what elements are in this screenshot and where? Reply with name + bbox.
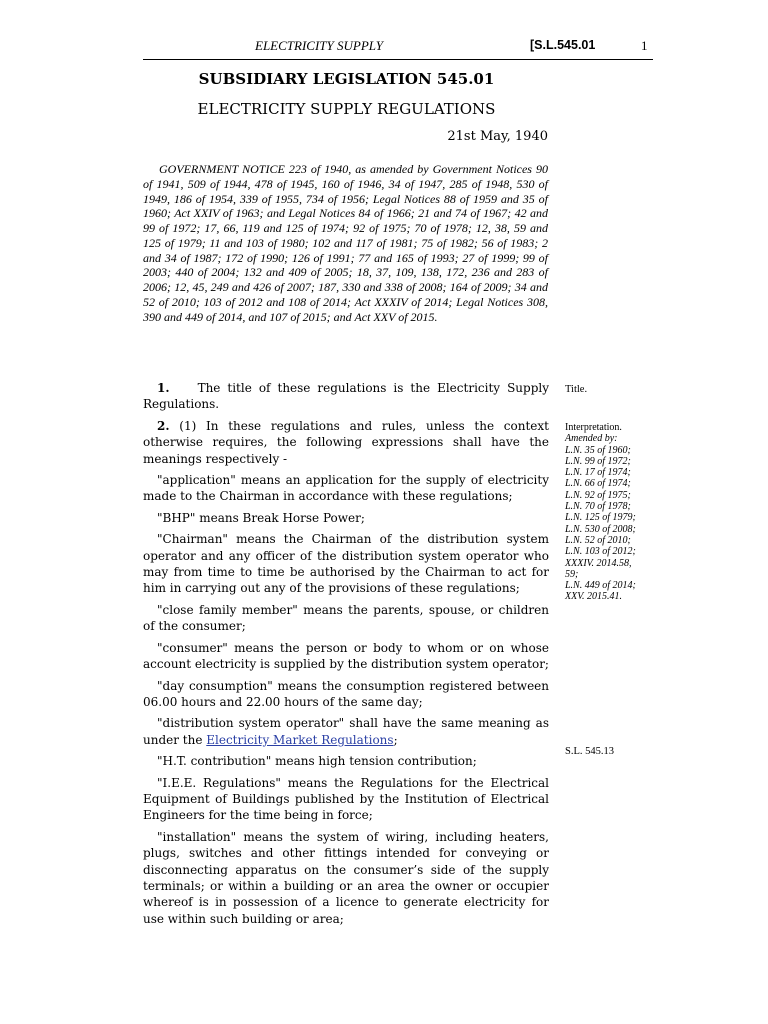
definition-iee-regulations: "I.E.E. Regulations" means the Regulations for the Electrical Equipment of Buildings published by the Institution of Electrical Engineers for the time being in force; [143, 775, 549, 823]
regulation-number: 2. [157, 418, 170, 433]
definition-chairman: "Chairman" means the Chairman of the distribution system operator and any officer of the distribution system operator who may from time to time be authorised by the Chairman to act for him in carrying out any of the provisions of these regulations; [143, 532, 549, 596]
amendment-citation: L.N. 52 of 2010; [565, 534, 631, 546]
page-subtitle: ELECTRICITY SUPPLY REGULATIONS [197, 100, 496, 118]
amendment-citation: L.N. 35 of 1960; [565, 444, 631, 456]
regulation-2 [143, 418, 549, 467]
page-title: SUBSIDIARY LEGISLATION 545.01 [198, 70, 495, 88]
definition-text: "distribution system operator" shall have the same meaning as under the [143, 716, 549, 747]
sl-reference [530, 38, 595, 52]
sl-number: S.L.545.01 [534, 38, 596, 52]
margin-note-sl-reference: S.L. 545.13 [565, 746, 615, 757]
regulation-1 [143, 380, 549, 413]
amended-by-label: Amended by: [565, 433, 618, 445]
government-notice: GOVERNMENT NOTICE 223 of 1940, as amended by Government Notices 90 of 1941, 509 of 1944, 478 of 1945, 160 of 1946, 34 of 1947, 285 of 1948, 530 of 1949, 186 of 1954, 339 of 1955, 734 of 1956; Legal Notices 88 of 1959 and 35 of 1960; Act XXIV of 1963; and Legal Notices 84 of 1966; 21 and 74 of 1967; 42 and 99 of 1972; 17, 66, 119 and 125 of 1974; 92 of 1975; 70 of 1978; 12, 38, 59 and 125 of 1979; 11 and 103 of 1980; 102 and 117 of 1981; 75 of 1982; 56 of 1983; 2 and 34 of 1987; 172 of 1990; 126 of 1991; 77 and 165 of 1993; 27 of 1999; 99 of 2003; 440 of 2004; 132 and 409 of 2005; 18, 37, 109, 138, 172, 236 and 283 of 2006; 12, 45, 249 and 426 of 2007; 187, 330 and 338 of 2008; 164 of 2009; 34 and 52 of 2010; 103 of 2012 and 108 of 2014; Act XXXIV of 2014; Legal Notices 308, 390 and 449 of 2014, and 107 of 2015; and Act XXV of 2015. [143, 162, 548, 324]
regulation-text: (1) In these regulations and rules, unless the context otherwise requires, the following expressions shall have the meanings respectively - [143, 418, 549, 466]
header-divider [143, 59, 653, 60]
amendment-citation: 59; [565, 568, 579, 580]
margin-note-title: Title. [565, 384, 588, 395]
electricity-market-regulations-link[interactable]: Electricity Market Regulations [206, 732, 394, 747]
amendment-citation: L.N. 530 of 2008; [565, 523, 636, 535]
legislation-date: 21st May, 1940 [447, 129, 548, 144]
amendment-citation: L.N. 103 of 2012; [565, 546, 636, 558]
running-header [143, 38, 652, 58]
regulation-text: The title of these regulations is the Electricity Supply Regulations. [143, 381, 549, 412]
amendment-citation: L.N. 99 of 1972; [565, 455, 631, 467]
margin-note-interpretation [565, 422, 675, 603]
definition-distribution-system-operator [143, 715, 549, 748]
definition-application: "application" means an application for the supply of electricity made to the Chairman in accordance with these regulations; [143, 473, 549, 504]
definition-bhp: "BHP" means Break Horse Power; [157, 510, 365, 525]
amendment-citation: L.N. 66 of 1974; [565, 478, 631, 490]
amendment-citation: XXV. 2015.41. [565, 591, 623, 603]
definition-installation: "installation" means the system of wiring, including heaters, plugs, switches and other fittings intended for conveying or disconnecting apparatus on the consumer’s side of the supply terminals; or within a building or an area the owner or occupier whereof is in possession of a licence to generate electricity for use within such building or area; [143, 829, 549, 926]
sl-bracket: [ [530, 38, 535, 52]
interpretation-heading: Interpretation. [565, 422, 622, 433]
definition-consumer: "consumer" means the person or body to whom or on whose account electricity is supplied by the distribution system operator; [143, 640, 549, 672]
regulations-body [143, 380, 549, 932]
amendment-citation: L.N. 70 of 1978; [565, 501, 631, 513]
definition-ht-contribution: "H.T. contribution" means high tension contribution; [157, 754, 477, 769]
definition-day-consumption: "day consumption" means the consumption registered between 06.00 hours and 22.00 hours of the same day; [143, 678, 549, 709]
definition-text-end: ; [393, 732, 398, 747]
amendment-citation: L.N. 449 of 2014; [565, 580, 636, 592]
regulation-number: 1. [157, 381, 170, 395]
amendment-citation: L.N. 125 of 1979; [565, 512, 636, 524]
page-number: 1 [641, 38, 648, 53]
running-title: ELECTRICITY SUPPLY [255, 38, 383, 53]
amendment-citation: L.N. 17 of 1974; [565, 467, 631, 479]
definition-close-family-member: "close family member" means the parents, spouse, or children of the consumer; [143, 602, 549, 634]
amendment-citation: L.N. 92 of 1975; [565, 489, 631, 501]
amendment-citation: XXXIV. 2014.58, [565, 557, 632, 569]
